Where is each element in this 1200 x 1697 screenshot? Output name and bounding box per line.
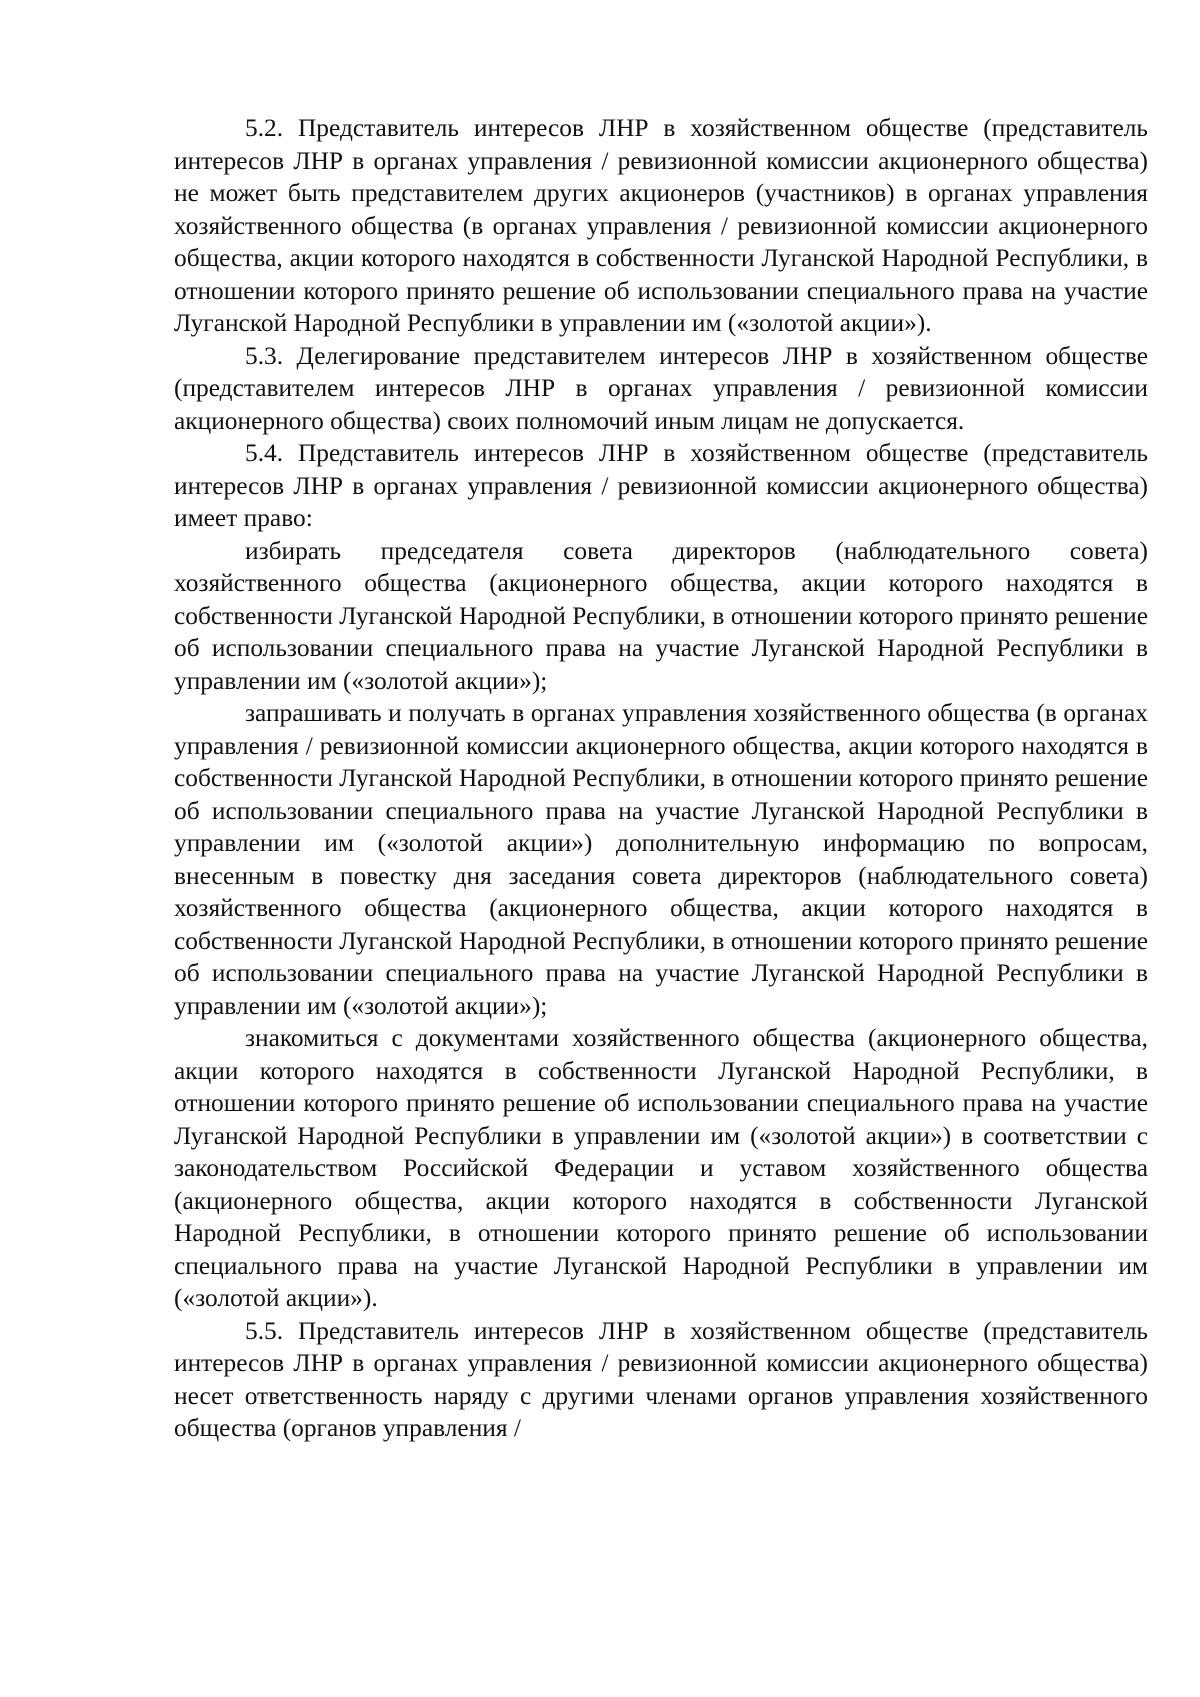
document-body [174, 112, 1148, 1445]
paragraph-right-elect-chairman: избирать председателя совета директоров (наблюдательного совета) хозяйственного общества (акционерного общества, акции которого находятся в собственности Луганской Народной Республики, в отношении которого принято решение об использовании специального права на участие Луганской Народной Республики в управлении им («золотой акции»); [174, 536, 1148, 695]
paragraph-5-5: 5.5. Представитель интересов ЛНР в хозяйственном обществе (представитель интересов ЛНР в органах управления / ревизионной комиссии акционерного общества) несет ответственность наряду с другими членами органов управления хозяйственного общества (органов управления / [174, 1316, 1148, 1442]
paragraph-5-3: 5.3. Делегирование представителем интересов ЛНР в хозяйственном обществе (представителем интересов ЛНР в органах управления / ревизионной комиссии акционерного общества) своих полномочий иным лицам не допускается. [174, 341, 1148, 435]
paragraph-5-4: 5.4. Представитель интересов ЛНР в хозяйственном обществе (представитель интересов ЛНР в органах управления / ревизионной комиссии акционерного общества) имеет право: [174, 439, 1148, 532]
paragraph-right-review-documents: знакомиться с документами хозяйственного общества (акционерного общества, акции которого находятся в собственности Луганской Народной Республики, в отношении которого принято решение об использовании специального права на участие Луганской Народной Республики в управлении им («золотой акции») в соответствии с законодательством Российской Федерации и уставом хозяйственного общества (акционерного общества, акции которого находятся в собственности Луганской Народной Республики, в отношении которого принято решение об использовании специального права на участие Луганской Народной Республики в управлении им («золотой акции»). [174, 1024, 1148, 1312]
paragraph-right-request-info: запрашивать и получать в органах управления хозяйственного общества (в органах управления / ревизионной комиссии акционерного общества, акции которого находятся в собственности Луганской Народной Республики, в отношении которого принято решение об использовании специального права на участие Луганской Народной Республики в управлении им («золотой акции») дополнительную информацию по вопросам, внесенным в повестку дня заседания совета директоров (наблюдательного совета) хозяйственного общества (акционерного общества, акции которого находятся в собственности Луганской Народной Республики, в отношении которого принято решение об использовании специального права на участие Луганской Народной Республики в управлении им («золотой акции»); [174, 699, 1148, 1020]
paragraph-5-2: 5.2. Представитель интересов ЛНР в хозяйственном обществе (представитель интересов ЛНР в органах управления / ревизионной комиссии акционерного общества) не может быть представителем других акционеров (участников) в органах управления хозяйственного общества (в органах управления / ревизионной комиссии акционерного общества, акции которого находятся в собственности Луганской Народной Республики, в отношении которого принято решение об использовании специального права на участие Луганской Народной Республики в управлении им («золотой акции»). [174, 114, 1148, 337]
